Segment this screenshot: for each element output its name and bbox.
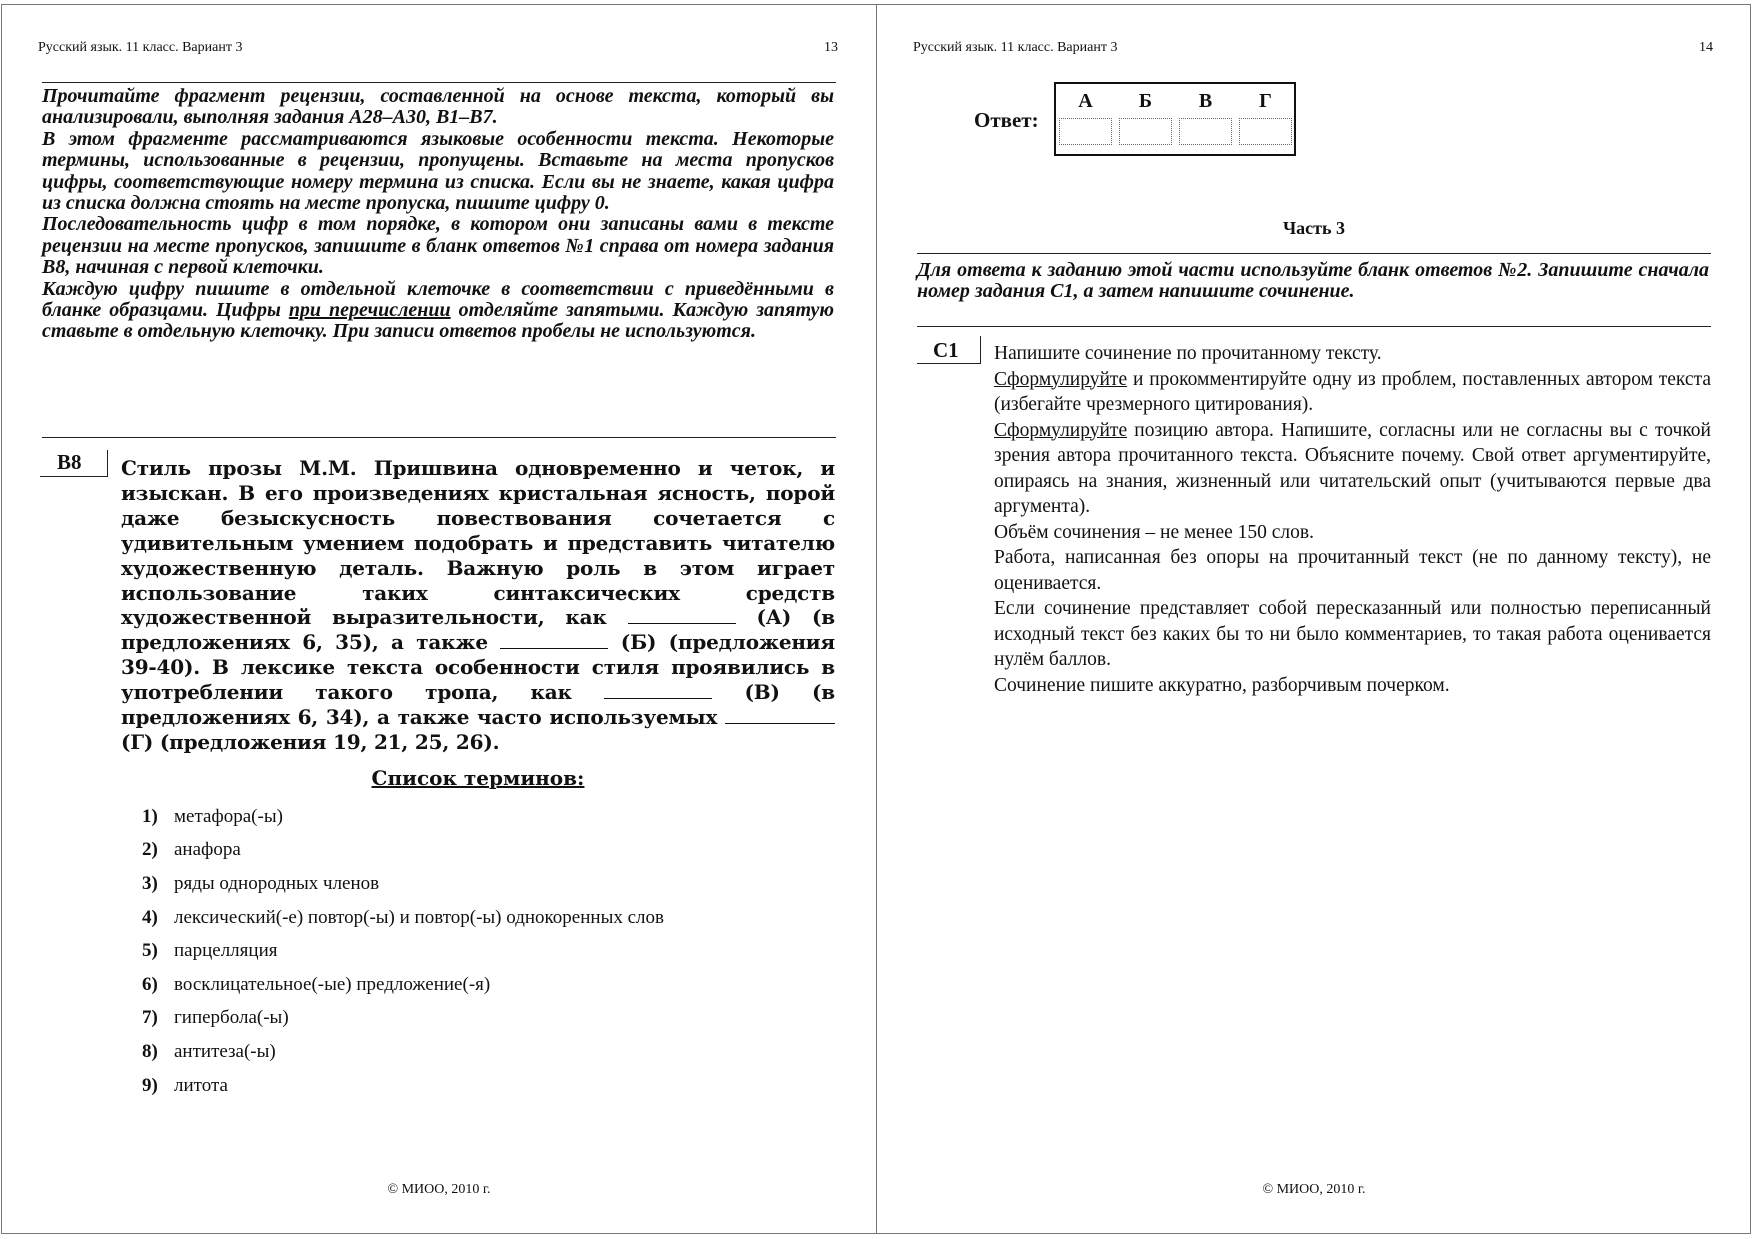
answer-column-g: Г [1237, 84, 1294, 145]
task-label-separator [107, 450, 108, 477]
blank-v [604, 681, 712, 699]
instruction-paragraph: Последовательность цифр в том порядке, в котором они записаны вами в тексте рецензии на месте пропусков, запишите в бланк ответов №1 справа от номера задания В8, начиная с первой клеточки. [42, 213, 834, 279]
term-item: 8) антитеза(-ы) [142, 1040, 276, 1062]
bottom-rule [917, 326, 1711, 327]
essay-task-text: Напишите сочинение по прочитанному тексту. Сформулируйте и прокомментируйте одну из проблем, поставленных автором текста (избегайте чрезмерного цитирования). Сформулируйте позицию автора. Напишите, согласны или не согласны вы с точкой зрения автора прочитанного текста. Объясните почему. Свой ответ аргументируйте, опираясь на знания, жизненный или читательский опыт (учитываются первые два аргумента). Объём сочинения – не менее 150 слов. Работа, написанная без опоры на прочитанный текст (не по данному тексту), не оценивается. Если сочинение представляет собой пересказанный или полностью переписанный исходный текст без каких бы то ни было комментариев, то такая работа оценивается нулём баллов. Сочинение пишите аккуратно, разборчивым почерком. [994, 343, 1711, 696]
term-item: 6) восклицательное(-ые) предложение(-я) [142, 973, 491, 995]
terms-title: Список терминов: [371, 766, 585, 790]
blank-b [500, 631, 608, 649]
answer-grid [1054, 82, 1296, 156]
instructions-block: Для ответа к заданию этой части используйте бланк ответов №2. Запишите сначала номер задания С1, а затем напишите сочинение. [917, 259, 1709, 303]
instruction-paragraph: В этом фрагменте рассматриваются языковые особенности текста. Некоторые термины, использованные в рецензии, пропущены. Вставьте на места пропусков цифры, соответствующие номеру термина из списка. Если вы не знаете, какая цифра из списка должна стоять на месте пропуска, пишите цифру 0. [42, 127, 834, 215]
term-item: 9) литота [142, 1074, 228, 1096]
answer-label: Ответ: [974, 108, 1039, 132]
instructions-block [42, 86, 834, 343]
part-title: Часть 3 [1282, 218, 1346, 238]
term-item: 2) анафора [142, 839, 241, 861]
page-number: 14 [1699, 40, 1713, 55]
bottom-rule [42, 437, 836, 438]
answer-column-v: В [1177, 84, 1234, 145]
blank-a [628, 606, 736, 624]
copyright-footer: © МИОО, 2010 г. [387, 1182, 491, 1197]
blank-g [725, 706, 835, 724]
answer-column-b: Б [1117, 84, 1174, 145]
task-label-underline [917, 363, 981, 364]
term-item: 7) гипербола(-ы) [142, 1007, 289, 1029]
task-label-b8: В8 [57, 450, 82, 474]
task-label-underline [40, 476, 108, 477]
running-header: Русский язык. 11 класс. Вариант 3 [913, 40, 1118, 55]
answer-cell[interactable] [1239, 118, 1292, 145]
terms-list [142, 800, 664, 1102]
copyright-footer: © МИОО, 2010 г. [1262, 1182, 1366, 1197]
top-rule [42, 82, 836, 83]
task-label-separator [980, 336, 981, 364]
answer-cell[interactable] [1059, 118, 1112, 145]
top-rule [917, 253, 1711, 254]
answer-cell[interactable] [1119, 118, 1172, 145]
answer-cell[interactable] [1179, 118, 1232, 145]
task-label-c1: С1 [933, 338, 959, 362]
term-item: 1) метафора(-ы) [142, 805, 283, 827]
review-text: Стиль прозы М.М. Пришвина одновременно и четок, и изыскан. В его произведениях кристальная ясность, порой даже безыскусность повествования сочетается с удивительным умением подобрать и представить читателю художественную деталь. Важную роль в этом играет использование таких синтаксических средств художественной выразительности, как (А) (в предложениях 6, 35), а также (Б) (предложения 39-40). В лексике текста особенности стиля проявились в употреблении такого тропа, как (В) (в предложениях 6, 34), а также часто используемых (Г) (предложения 19, 21, 25, 26). [121, 456, 835, 754]
page-13 [2, 4, 876, 1234]
running-header: Русский язык. 11 класс. Вариант 3 [38, 40, 243, 55]
page-14 [877, 4, 1751, 1234]
page-number: 13 [824, 40, 838, 55]
term-item: 3) ряды однородных членов [142, 872, 380, 894]
term-item: 4) лексический(-е) повтор(-ы) и повтор(-ы) однокоренных слов [142, 906, 664, 928]
answer-column-a: А [1057, 84, 1114, 145]
term-item: 5) парцелляция [142, 940, 278, 962]
instruction-paragraph: Прочитайте фрагмент рецензии, составленной на основе текста, который вы анализировали, выполняя задания А28–А30, В1–В7. [42, 85, 834, 129]
instruction-paragraph: Каждую цифру пишите в отдельной клеточке в соответствии с приведёнными в бланке образцами. Цифры при перечислении отделяйте запятыми. Каждую запятую ставьте в отдельную клеточку. При записи ответов пробелы не используются. [42, 277, 834, 343]
